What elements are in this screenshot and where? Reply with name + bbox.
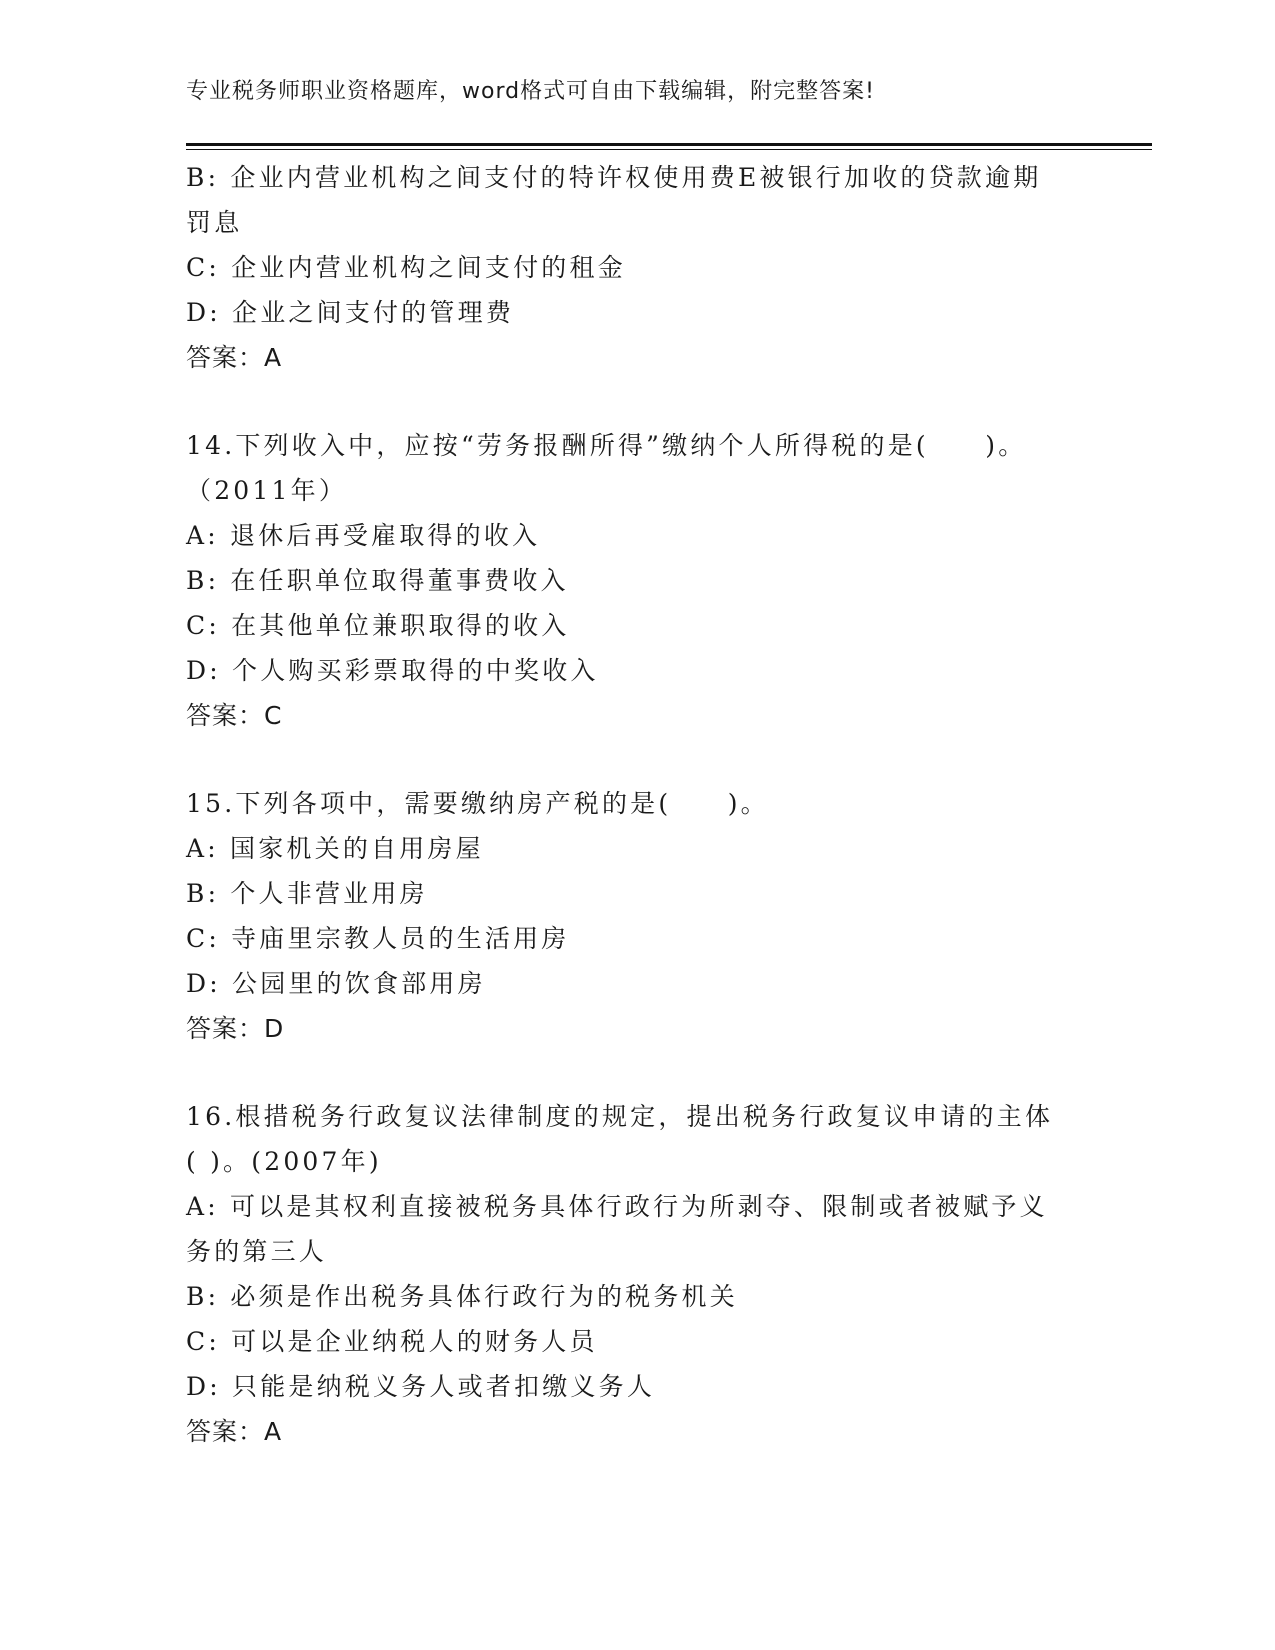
spacer	[186, 738, 1066, 781]
question-stem-continued: （2011年）	[186, 476, 348, 505]
option-b-continued: 罚息	[186, 208, 243, 237]
option-c: C: 在其他单位兼职取得的收入	[186, 611, 570, 640]
question-15	[186, 781, 1066, 1051]
option-a: A: 国家机关的自用房屋	[186, 834, 484, 863]
option-b: B: 个人非营业用房	[186, 879, 428, 908]
option-c: C: 企业内营业机构之间支付的租金	[186, 253, 626, 282]
spacer	[186, 380, 1066, 423]
option-c: C: 可以是企业纳税人的财务人员	[186, 1327, 598, 1356]
question-16	[186, 1094, 1066, 1454]
option-d: D: 企业之间支付的管理费	[186, 298, 515, 327]
answer-line: 答案：C	[186, 701, 283, 730]
option-a-continued: 务的第三人	[186, 1237, 328, 1266]
answer-line: 答案：A	[186, 1417, 283, 1446]
page-header: 专业税务师职业资格题库，word格式可自由下载编辑，附完整答案!	[186, 79, 875, 104]
answer-line: 答案：A	[186, 343, 283, 372]
document-content	[186, 155, 1066, 1454]
question-stem: 14.下列收入中，应按“劳务报酬所得”缴纳个人所得税的是( )。	[186, 431, 1027, 460]
option-b: B: 企业内营业机构之间支付的特许权使用费E被银行加收的贷款逾期	[186, 163, 1042, 192]
header-rule-thin	[186, 149, 1152, 150]
question-stem: 16.根措税务行政复议法律制度的规定，提出税务行政复议申请的主体	[186, 1102, 1054, 1131]
option-d: D: 公园里的饮食部用房	[186, 969, 486, 998]
question-13-continued	[186, 155, 1066, 380]
answer-line: 答案：D	[186, 1014, 285, 1043]
option-a: A: 退休后再受雇取得的收入	[186, 521, 541, 550]
option-c: C: 寺庙里宗教人员的生活用房	[186, 924, 570, 953]
option-b: B: 必须是作出税务具体行政行为的税务机关	[186, 1282, 738, 1311]
option-a: A: 可以是其权利直接被税务具体行政行为所剥夺、限制或者被赋予义	[186, 1192, 1048, 1221]
option-b: B: 在任职单位取得董事费收入	[186, 566, 569, 595]
spacer	[186, 1051, 1066, 1094]
header-rule-thick	[186, 143, 1152, 146]
question-stem: 15.下列各项中，需要缴纳房产税的是( )。	[186, 789, 769, 818]
option-d: D: 只能是纳税义务人或者扣缴义务人	[186, 1372, 656, 1401]
question-stem-continued: ( )。(2007年)	[186, 1147, 382, 1176]
question-14	[186, 423, 1066, 738]
option-d: D: 个人购买彩票取得的中奖收入	[186, 656, 599, 685]
